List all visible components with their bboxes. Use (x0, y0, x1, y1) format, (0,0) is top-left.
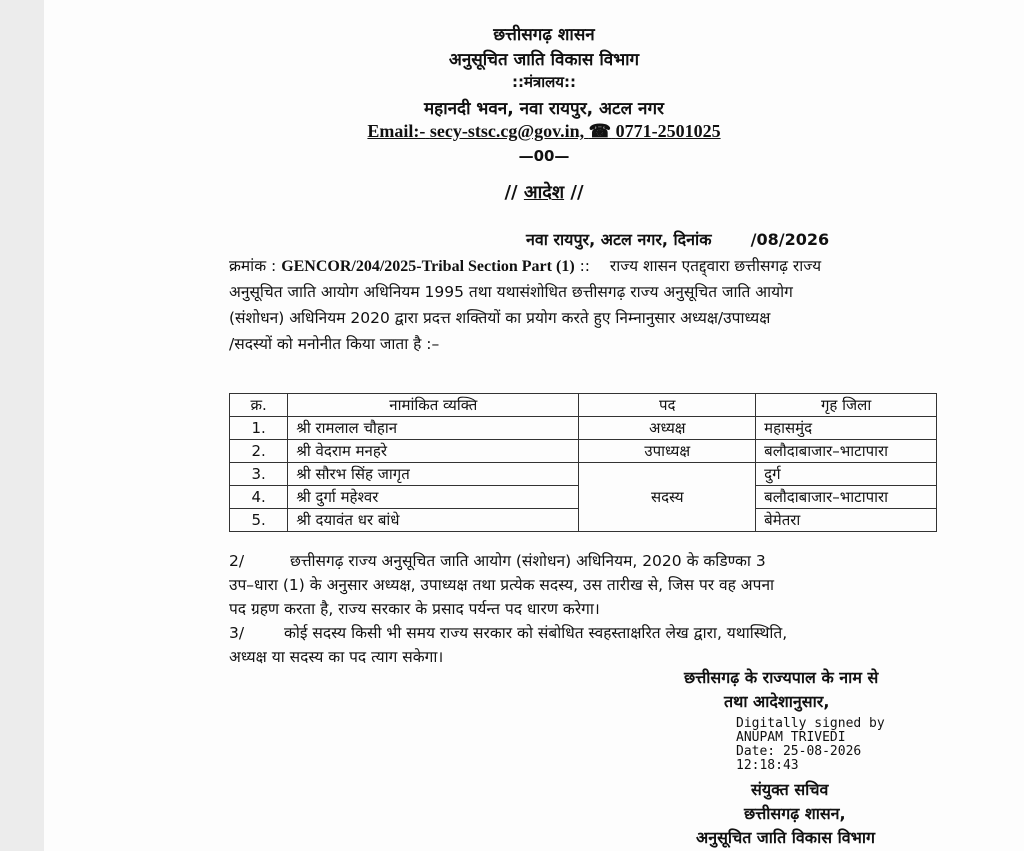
order-title-text: आदेश (523, 182, 565, 203)
signature-date: Date: 25-08-2026 (736, 744, 862, 759)
district-cell: बलौदाबाजार–भाटापारा (756, 486, 937, 509)
col-header-post: पद (579, 394, 756, 417)
col-header-name: नामांकित व्यक्ति (288, 394, 579, 417)
title-prefix: // (504, 182, 518, 203)
name-cell: श्री वेदराम मनहरे (288, 440, 579, 463)
district-cell: महासमुंद (756, 417, 937, 440)
post-cell: अध्यक्ष (579, 417, 756, 440)
signatory-government: छत्तीसगढ़ शासन, (744, 804, 846, 823)
name-cell: श्री सौरभ सिंह जागृत (288, 463, 579, 486)
table-row (230, 463, 937, 486)
email-label: Email:- (367, 121, 426, 141)
paragraph-number: 3/ (229, 624, 245, 642)
paragraph-line: छत्तीसगढ़ राज्य अनुसूचित जाति आयोग (संशोधन) अधिनियम, 2020 के कडिण्का 3 (289, 552, 766, 570)
serial-cell: 4. (230, 486, 288, 509)
signatory-department: अनुसूचित जाति विकास विभाग (696, 828, 876, 847)
serial-cell: 3. (230, 463, 288, 486)
district-cell: बलौदाबाजार–भाटापारा (756, 440, 937, 463)
reference-line (229, 253, 821, 280)
signature-time: 12:18:43 (736, 758, 799, 773)
paragraph-line: अध्यक्ष या सदस्य का पद त्याग सकेगा। (229, 648, 444, 666)
contact-line (44, 121, 1024, 142)
place-date (526, 228, 829, 250)
govt-name: छत्तीसगढ़ शासन (493, 25, 595, 45)
telephone-icon: ☎ (588, 121, 612, 141)
table-header-row (230, 394, 937, 417)
order-authority-line: छत्तीसगढ़ के राज्यपाल के नाम से (684, 668, 879, 687)
signer-name: ANUPAM TRIVEDI (736, 730, 846, 745)
separator: —00— (518, 147, 570, 165)
intro-line: /सदस्यों को मनोनीत किया जाता है :– (229, 335, 440, 353)
place-date-label: नवा रायपुर, अटल नगर, दिनांक (526, 230, 712, 249)
intro-first-line: राज्य शासन एतद्द्वारा छत्तीसगढ़ राज्य (609, 257, 822, 275)
viewer-margin (0, 0, 44, 851)
post-cell: उपाध्यक्ष (579, 440, 756, 463)
intro-line: (संशोधन) अधिनियम 2020 द्वारा प्रदत्त शक्तियों का प्रयोग करते हुए निम्नानुसार अध्यक्ष/उपाध्यक्ष (229, 309, 771, 327)
order-authority-line: तथा आदेशानुसार, (724, 692, 830, 711)
ref-suffix: :: (579, 257, 591, 275)
serial-cell: 2. (230, 440, 288, 463)
paragraph-2-first-line (229, 548, 766, 574)
name-cell: श्री दुर्गा महेश्वर (288, 486, 579, 509)
order-title (44, 180, 1024, 204)
serial-cell: 1. (230, 417, 288, 440)
col-header-serial: क्र. (230, 394, 288, 417)
email-address[interactable]: secy-stsc.cg@gov.in, (429, 121, 585, 141)
name-cell: श्री रामलाल चौहान (288, 417, 579, 440)
post-cell-members: सदस्य (579, 463, 756, 532)
intro-line: अनुसूचित जाति आयोग अधिनियम 1995 तथा यथासंशोधित छत्तीसगढ़ राज्य अनुसूचित जाति आयोग (229, 283, 793, 301)
department-name: अनुसूचित जाति विकास विभाग (448, 50, 640, 70)
paragraph-number: 2/ (229, 552, 245, 570)
name-cell: श्री दयावंत धर बांधे (288, 509, 579, 532)
ministry-label: ::मंत्रालय:: (512, 73, 576, 91)
table-row (230, 440, 937, 463)
paragraph-3-first-line (229, 620, 787, 646)
document-page (44, 0, 1024, 851)
col-header-district: गृह जिला (756, 394, 937, 417)
title-suffix: // (570, 182, 584, 203)
paragraph-line: पद ग्रहण करता है, राज्य सरकार के प्रसाद पर्यन्त पद धारण करेगा। (229, 600, 600, 618)
phone-number: 0771-2501025 (615, 121, 721, 141)
district-cell: दुर्ग (756, 463, 937, 486)
address-line: महानदी भवन, नवा रायपुर, अटल नगर (424, 99, 664, 119)
table-row (230, 417, 937, 440)
paragraph-line: कोई सदस्य किसी भी समय राज्य सरकार को संबोधित स्वहस्ताक्षरित लेख द्वारा, यथास्थिति, (283, 624, 788, 642)
signature-line: Digitally signed by (736, 716, 885, 731)
designation: संयुक्त सचिव (751, 780, 829, 799)
ref-label: क्रमांक : (229, 257, 277, 275)
digital-signature (736, 717, 885, 773)
ref-number: GENCOR/204/2025-Tribal Section Part (1) (281, 258, 575, 275)
order-date: /08/2026 (750, 230, 830, 249)
nominees-table (229, 393, 937, 532)
paragraph-line: उप–धारा (1) के अनुसार अध्यक्ष, उपाध्यक्ष तथा प्रत्येक सदस्य, उस तारीख से, जिस पर वह अपना (229, 576, 775, 594)
serial-cell: 5. (230, 509, 288, 532)
district-cell: बेमेतरा (756, 509, 937, 532)
